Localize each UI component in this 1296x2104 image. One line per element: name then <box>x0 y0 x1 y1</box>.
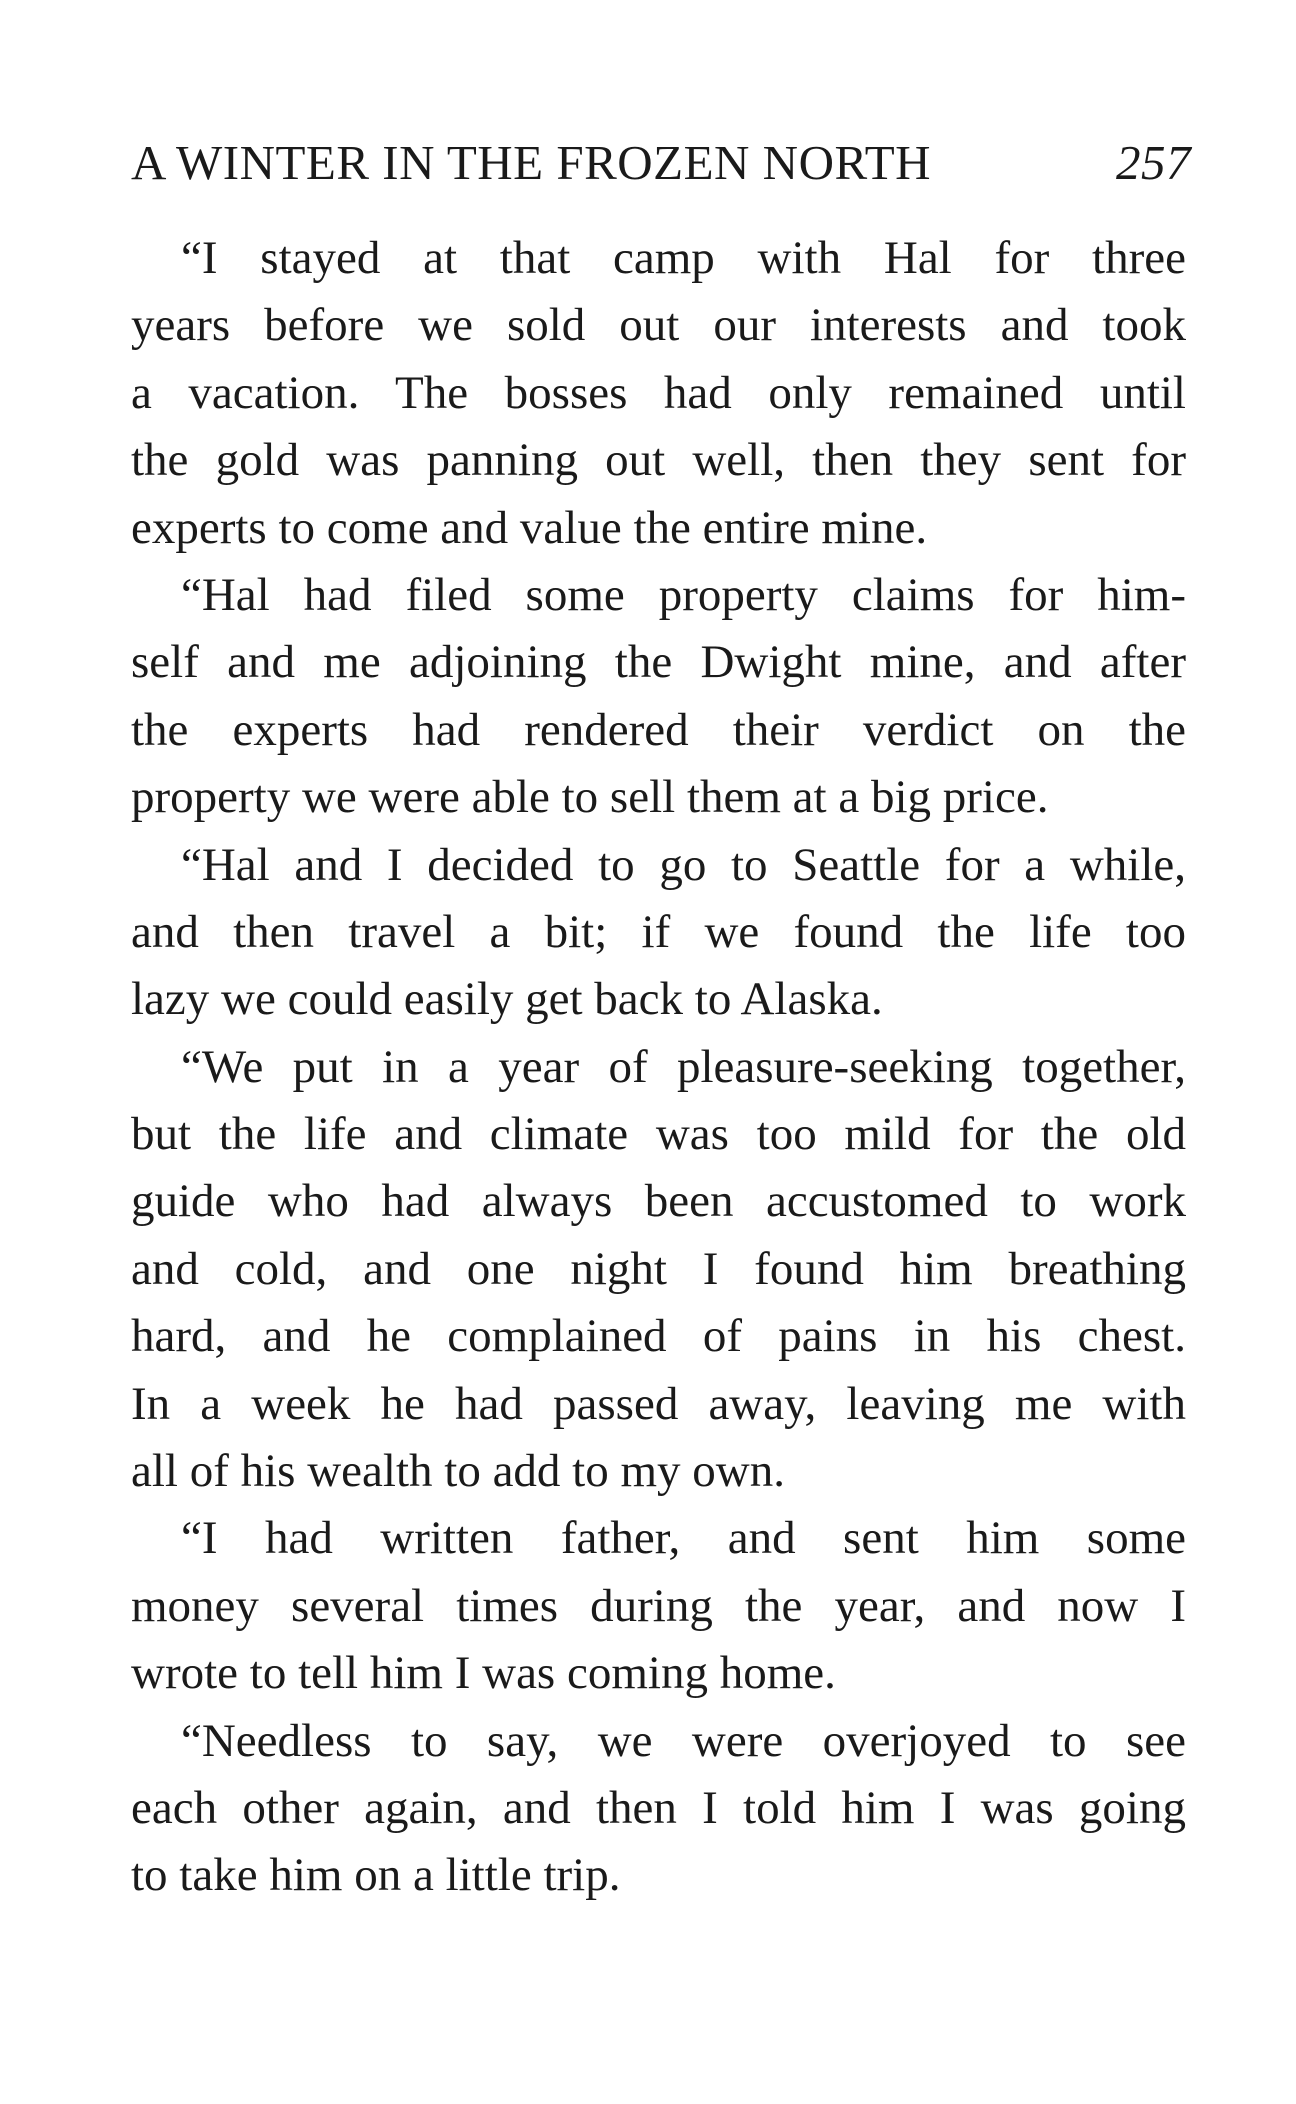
paragraph <box>131 1708 1186 1910</box>
text-line: but the life and climate was too mild for the old <box>131 1108 1186 1161</box>
text-line: each other again, and then I told him I was going <box>131 1781 1186 1834</box>
body-text <box>131 225 1186 1910</box>
text-line: money several times during the year, and now I <box>131 1579 1186 1632</box>
text-line: and then travel a bit; if we found the life too <box>131 905 1186 958</box>
paragraph <box>131 1505 1186 1707</box>
text-line: “Hal had filed some property claims for him- <box>181 568 1186 621</box>
text-line: the gold was panning out well, then they sent for <box>131 434 1186 487</box>
running-title: A WINTER IN THE FROZEN NORTH <box>131 135 932 190</box>
text-line: to take him on a little trip. <box>131 1849 621 1902</box>
text-line: “I stayed at that camp with Hal for three <box>181 232 1186 284</box>
text-line: In a week he had passed away, leaving me with <box>131 1377 1186 1430</box>
text-line: all of his wealth to add to my own. <box>131 1445 785 1498</box>
text-line: a vacation. The bosses had only remained until <box>131 366 1186 419</box>
text-line: years before we sold out our interests and took <box>131 299 1186 352</box>
text-line: hard, and he complained of pains in his chest. <box>131 1310 1186 1363</box>
text-line: “Needless to say, we were overjoyed to see <box>181 1714 1186 1767</box>
text-line: self and me adjoining the Dwight mine, and after <box>131 636 1186 689</box>
paragraph <box>131 562 1186 832</box>
paragraph <box>131 1034 1186 1506</box>
running-head <box>131 128 1191 198</box>
text-line: guide who had always been accustomed to work <box>131 1175 1186 1228</box>
text-line: “We put in a year of pleasure-seeking together, <box>181 1040 1186 1093</box>
page-number: 257 <box>1116 135 1191 190</box>
text-line: “Hal and I decided to go to Seattle for a while, <box>181 838 1186 891</box>
text-line: “I had written father, and sent him some <box>181 1512 1186 1565</box>
text-line: the experts had rendered their verdict on the <box>131 703 1186 756</box>
paragraph <box>131 832 1186 1034</box>
text-line: property we were able to sell them at a big price. <box>131 771 1049 824</box>
paragraph <box>131 225 1186 562</box>
text-line: wrote to tell him I was coming home. <box>131 1647 836 1700</box>
text-line: experts to come and value the entire mine. <box>131 501 928 554</box>
text-line: lazy we could easily get back to Alaska. <box>131 973 883 1026</box>
text-line: and cold, and one night I found him breathing <box>131 1242 1186 1295</box>
